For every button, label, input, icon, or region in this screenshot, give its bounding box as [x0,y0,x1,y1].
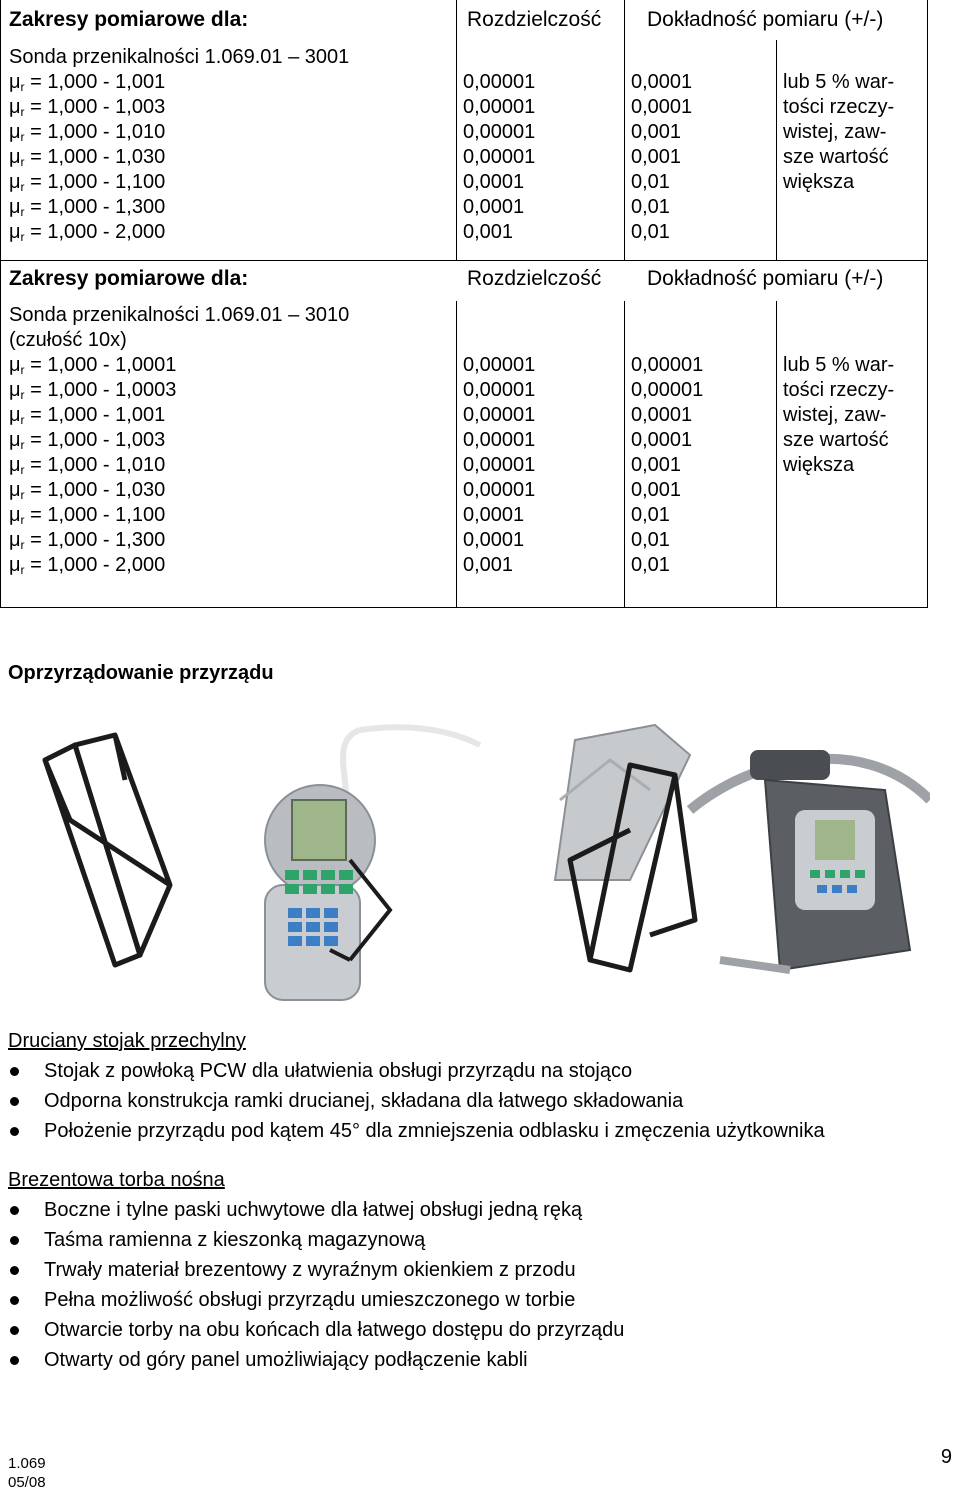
mu-symbol: $\mu_r$ [9,554,25,577]
mu-symbol: $\mu_r$ [9,504,25,527]
accuracy-value: 0,01 [631,221,670,243]
range-row: $\mu_r = 1,000 - 1,100$ [9,504,166,527]
mu-symbol: $\mu_r$ [9,171,25,194]
range-row: $\mu_r = 1,000 - 1,003$ [9,429,166,452]
table-divider [776,301,777,608]
header-resolution: Rozdzielczość [467,267,602,290]
resolution-value: 0,001 [463,554,514,576]
range-row: $\mu_r = 1,000 - 1,010$ [9,121,166,144]
accuracy-value: 0,0001 [631,404,693,426]
section-title: Oprzyrządowanie przyrządu [8,662,274,684]
accessories-photos [30,720,930,1010]
accuracy-value: 0,00001 [631,354,704,376]
resolution-value: 0,0001 [463,504,525,526]
feature-item: Pełna możliwość obsługi przyrządu umieszczonego w torbie [8,1285,624,1315]
probe-name: Sonda przenikalności 1.069.01 – 3010 [9,304,350,326]
accuracy-list [631,353,703,578]
bullet-icon [10,1296,19,1305]
spec-table-3010 [0,260,928,608]
note-line: większa [783,171,855,193]
resolution-list [463,353,535,578]
note-line: większa [783,454,855,476]
feature-item: Stojak z powłoką PCW dla ułatwienia obsługi przyrządu na stojąco [8,1056,825,1086]
note-line: tości rzeczy- [783,379,895,401]
resolution-value: 0,00001 [463,479,536,501]
mu-symbol: $\mu_r$ [9,96,25,119]
mu-symbol: $\mu_r$ [9,221,25,244]
accuracy-value: 0,0001 [631,429,693,451]
range-row: $\mu_r = 1,000 - 1,100$ [9,171,166,194]
resolution-value: 0,00001 [463,379,536,401]
accuracy-value: 0,001 [631,121,682,143]
header-accuracy: Dokładność pomiaru (+/-) [647,267,884,290]
feature-item: Odporna konstrukcja ramki drucianej, składana dla łatwego składowania [8,1086,825,1116]
mu-symbol: $\mu_r$ [9,354,25,377]
mu-symbol: $\mu_r$ [9,379,25,402]
header-accuracy: Dokładność pomiaru (+/-) [647,8,884,31]
mu-symbol: $\mu_r$ [9,121,25,144]
range-row: $\mu_r = 1,000 - 1,0003$ [9,379,177,402]
table-divider [456,0,457,260]
ranges-list [9,353,176,578]
bullet-icon [10,1356,19,1365]
resolution-value: 0,00001 [463,354,536,376]
accuracy-value: 0,01 [631,529,670,551]
range-row: $\mu_r = 1,000 - 1,030$ [9,146,166,169]
bullet-icon [10,1236,19,1245]
accuracy-value: 0,01 [631,554,670,576]
feature-item: Boczne i tylne paski uchwytowe dla łatwej obsługi jedną ręką [8,1195,624,1225]
range-row: $\mu_r = 1,000 - 2,000$ [9,554,166,577]
feature-item: Otwarty od góry panel umożliwiający podłączenie kabli [8,1345,624,1375]
mu-symbol: $\mu_r$ [9,146,25,169]
mu-symbol: $\mu_r$ [9,454,25,477]
bullet-icon [10,1127,19,1136]
probe-name: Sonda przenikalności 1.069.01 – 3001 [9,46,350,68]
bag-features [8,1195,624,1375]
accuracy-note [783,70,894,195]
note-line: sze wartość [783,146,889,168]
wire-stand-image [45,735,170,965]
mu-symbol: $\mu_r$ [9,479,25,502]
note-line: tości rzeczy- [783,96,895,118]
table-divider [456,301,457,608]
accuracy-value: 0,0001 [631,96,693,118]
device-on-stand-image [555,725,695,970]
resolution-value: 0,00001 [463,146,536,168]
table-divider [624,301,625,608]
feature-item: Otwarcie torby na obu końcach dla łatwego dostępu do przyrządu [8,1315,624,1345]
accuracy-value: 0,01 [631,196,670,218]
page-number: 9 [940,1446,952,1468]
range-row: $\mu_r = 1,000 - 1,030$ [9,479,166,502]
spec-table-3001 [0,0,928,260]
note-line: wistej, zaw- [783,121,887,143]
resolution-value: 0,001 [463,221,514,243]
accuracy-value: 0,001 [631,479,682,501]
table-divider [776,40,777,260]
stand-features [8,1056,825,1146]
mu-symbol: $\mu_r$ [9,404,25,427]
bullet-icon [10,1097,19,1106]
note-line: lub 5 % war- [783,71,895,93]
resolution-value: 0,00001 [463,454,536,476]
range-row: $\mu_r = 1,000 - 1,0001$ [9,354,177,377]
note-line: lub 5 % war- [783,354,895,376]
resolution-value: 0,0001 [463,529,525,551]
accuracy-value: 0,001 [631,146,682,168]
stand-heading: Druciany stojak przechylny [8,1030,246,1052]
resolution-list [463,70,535,245]
footer-date: 05/08 [8,1474,46,1491]
header-resolution: Rozdzielczość [467,8,602,31]
resolution-value: 0,00001 [463,121,536,143]
resolution-value: 0,0001 [463,171,525,193]
resolution-value: 0,00001 [463,404,536,426]
range-row: $\mu_r = 1,000 - 1,300$ [9,529,166,552]
accuracy-value: 0,00001 [631,379,704,401]
accuracy-list [631,70,692,245]
feature-item: Trwały materiał brezentowy z wyraźnym okienkiem z przodu [8,1255,624,1285]
bag-heading: Brezentowa torba nośna [8,1169,225,1191]
feature-item: Taśma ramienna z kieszonką magazynową [8,1225,624,1255]
resolution-value: 0,00001 [463,96,536,118]
canvas-bag-image [690,750,930,970]
bullet-icon [10,1326,19,1335]
mu-symbol: $\mu_r$ [9,196,25,219]
range-row: $\mu_r = 1,000 - 1,300$ [9,196,166,219]
probe-sensitivity: (czułość 10x) [9,329,127,351]
note-line: wistej, zaw- [783,404,887,426]
resolution-value: 0,0001 [463,196,525,218]
header-ranges: Zakresy pomiarowe dla: [9,267,249,290]
footer-code: 1.069 [8,1455,46,1472]
ranges-list [9,70,165,245]
range-row: $\mu_r = 1,000 - 1,001$ [9,71,166,94]
range-row: $\mu_r = 1,000 - 1,001$ [9,404,166,427]
mu-symbol: $\mu_r$ [9,529,25,552]
mu-symbol: $\mu_r$ [9,429,25,452]
bullet-icon [10,1206,19,1215]
resolution-value: 0,00001 [463,429,536,451]
bullet-icon [10,1266,19,1275]
accuracy-value: 0,01 [631,171,670,193]
accuracy-note [783,353,894,478]
feature-item: Położenie przyrządu pod kątem 45° dla zmniejszenia odblasku i zmęczenia użytkownika [8,1116,825,1146]
handheld-device-image [265,727,480,1000]
accuracy-value: 0,01 [631,504,670,526]
accuracy-value: 0,0001 [631,71,693,93]
resolution-value: 0,00001 [463,71,536,93]
range-row: $\mu_r = 1,000 - 2,000$ [9,221,166,244]
note-line: sze wartość [783,429,889,451]
range-row: $\mu_r = 1,000 - 1,010$ [9,454,166,477]
header-ranges: Zakresy pomiarowe dla: [9,8,249,31]
table-divider [624,0,625,260]
accuracy-value: 0,001 [631,454,682,476]
mu-symbol: $\mu_r$ [9,71,25,94]
range-row: $\mu_r = 1,000 - 1,003$ [9,96,166,119]
bullet-icon [10,1067,19,1076]
